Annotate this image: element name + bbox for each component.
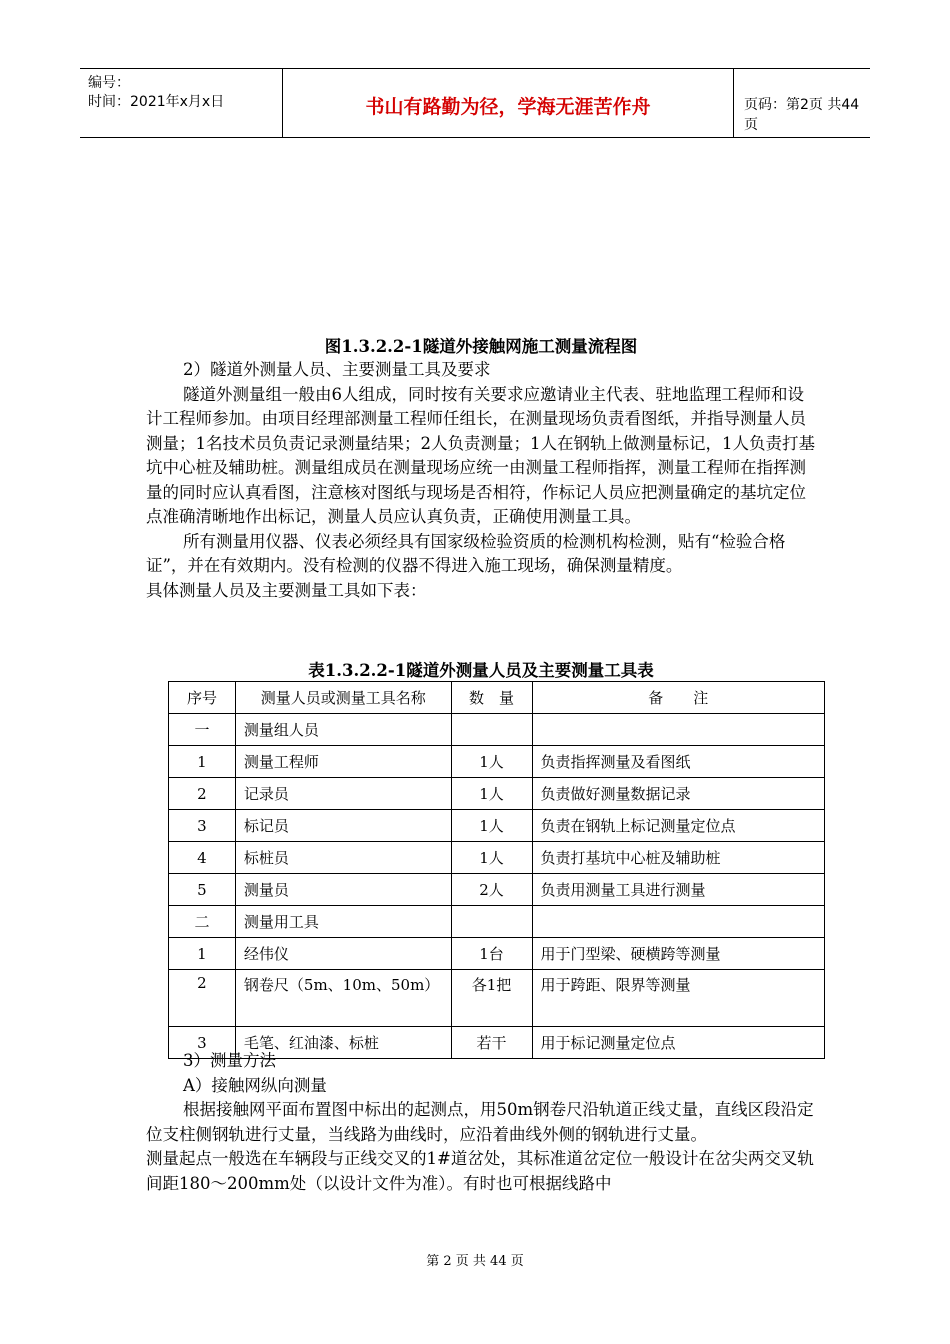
document-header [80, 68, 870, 138]
header-page-cell [734, 69, 870, 137]
cell-qty: 1人 [451, 810, 532, 842]
cell-name: 标记员 [235, 810, 451, 842]
cell-qty [451, 906, 532, 938]
cell-note: 负责指挥测量及看图纸 [532, 746, 825, 778]
header-info-cell [80, 69, 282, 137]
cell-name: 测量工程师 [235, 746, 451, 778]
cell-name: 记录员 [235, 778, 451, 810]
section-3-text [146, 1049, 816, 1196]
section-2-text [146, 358, 816, 603]
cell-qty: 1人 [451, 746, 532, 778]
cell-no: 一 [169, 714, 236, 746]
paragraph-longitudinal: 根据接触网平面布置图中标出的起测点，用50m钢卷尺沿轨道正线丈量，直线区段沿定位支柱侧钢轨进行丈量，当线路为曲线时，应沿着曲线外侧的钢轨进行丈量。 [146, 1100, 814, 1144]
figure-caption: 图1.3.2.2-1隧道外接触网施工测量流程图 [324, 337, 638, 356]
cell-no: 3 [169, 810, 236, 842]
table-header-row [169, 682, 825, 714]
table-row [169, 746, 825, 778]
cell-qty: 1人 [451, 842, 532, 874]
cell-qty [451, 714, 532, 746]
cell-no: 5 [169, 874, 236, 906]
personnel-tools-table [168, 681, 825, 1059]
section-2-title: 2）隧道外测量人员、主要测量工具及要求 [183, 360, 491, 379]
header-page-number: 页码：第2页 共44页 [744, 97, 860, 133]
header-slogan-cell [282, 69, 734, 137]
cell-no: 2 [169, 778, 236, 810]
cell-note: 用于标记测量定位点 [532, 1027, 825, 1059]
table-row [169, 906, 825, 938]
header-qty: 数 量 [451, 682, 532, 714]
document-date: 时间：2021年x月x日 [88, 94, 225, 110]
cell-qty: 1人 [451, 778, 532, 810]
paragraph-table-intro: 具体测量人员及主要测量工具如下表： [146, 580, 427, 600]
cell-name: 标桩员 [235, 842, 451, 874]
cell-name: 经伟仪 [235, 938, 451, 970]
cell-qty: 1台 [451, 938, 532, 970]
cell-note [532, 906, 825, 938]
cell-no: 2 [169, 970, 236, 1027]
paragraph-start-point: 测量起点一般选在车辆段与正线交叉的1#道岔处，其标准道岔定位一般设计在岔尖两交叉轨间距180～200mm处（以设计文件为准）。有时也可根据线路中 [146, 1149, 814, 1193]
cell-name: 测量组人员 [235, 714, 451, 746]
cell-note: 负责用测量工具进行测量 [532, 874, 825, 906]
cell-note: 负责做好测量数据记录 [532, 778, 825, 810]
header-no: 序号 [169, 682, 236, 714]
table-row [169, 938, 825, 970]
table-caption: 表1.3.2.2-1隧道外测量人员及主要测量工具表 [308, 661, 654, 680]
header-slogan: 书山有路勤为径，学海无涯苦作舟 [365, 96, 651, 118]
cell-no: 二 [169, 906, 236, 938]
paragraph-team: 隧道外测量组一般由6人组成，同时按有关要求应邀请业主代表、驻地监理工程师和设计工程师参加。由项目经理部测量工程师任组长，在测量现场负责看图纸，并指导测量人员测量；1名技术员负责记录测量结果；2人负责测量；1人在钢轨上做测量标记，1人负责打基坑中心桩及辅助桩。测量组成员在测量现场应统一由测量工程师指挥，测量工程师在指挥测量的同时应认真看图，注意核对图纸与现场是否相符，作标记人员应把测量确定的基坑定位点准确清晰地作出标记，测量人员应认真负责，正确使用测量工具。 [146, 384, 815, 526]
table-row [169, 874, 825, 906]
table-row [169, 810, 825, 842]
table-row [169, 842, 825, 874]
document-number: 编号： [88, 75, 130, 91]
cell-qty: 若干 [451, 1027, 532, 1059]
cell-note: 负责在钢轨上标记测量定位点 [532, 810, 825, 842]
section-3-title: 3）测量方法 [183, 1051, 276, 1070]
cell-name: 毛笔、红油漆、标桩 [235, 1027, 451, 1059]
cell-note: 用于门型梁、硬横跨等测量 [532, 938, 825, 970]
cell-no: 3 [169, 1027, 236, 1059]
table-row [169, 970, 825, 1027]
paragraph-instruments: 所有测量用仪器、仪表必须经具有国家级检验资质的检测机构检测，贴有“检验合格证”，并在有效期内。没有检测的仪器不得进入施工现场，确保测量精度。 [146, 531, 786, 575]
cell-name: 钢卷尺（5m、10m、50m） [235, 970, 451, 1027]
cell-no: 4 [169, 842, 236, 874]
header-name: 测量人员或测量工具名称 [235, 682, 451, 714]
header-note: 备 注 [532, 682, 825, 714]
cell-name: 测量用工具 [235, 906, 451, 938]
cell-no: 1 [169, 746, 236, 778]
subsection-a-title: A）接触网纵向测量 [183, 1075, 327, 1095]
table-row [169, 714, 825, 746]
page-footer: 第 2 页 共 44 页 [426, 1254, 524, 1269]
cell-name: 测量员 [235, 874, 451, 906]
cell-qty: 2人 [451, 874, 532, 906]
cell-no: 1 [169, 938, 236, 970]
cell-note: 用于跨距、限界等测量 [532, 970, 825, 1027]
cell-note [532, 714, 825, 746]
cell-qty: 各1把 [451, 970, 532, 1027]
table-row [169, 778, 825, 810]
cell-note: 负责打基坑中心桩及辅助桩 [532, 842, 825, 874]
